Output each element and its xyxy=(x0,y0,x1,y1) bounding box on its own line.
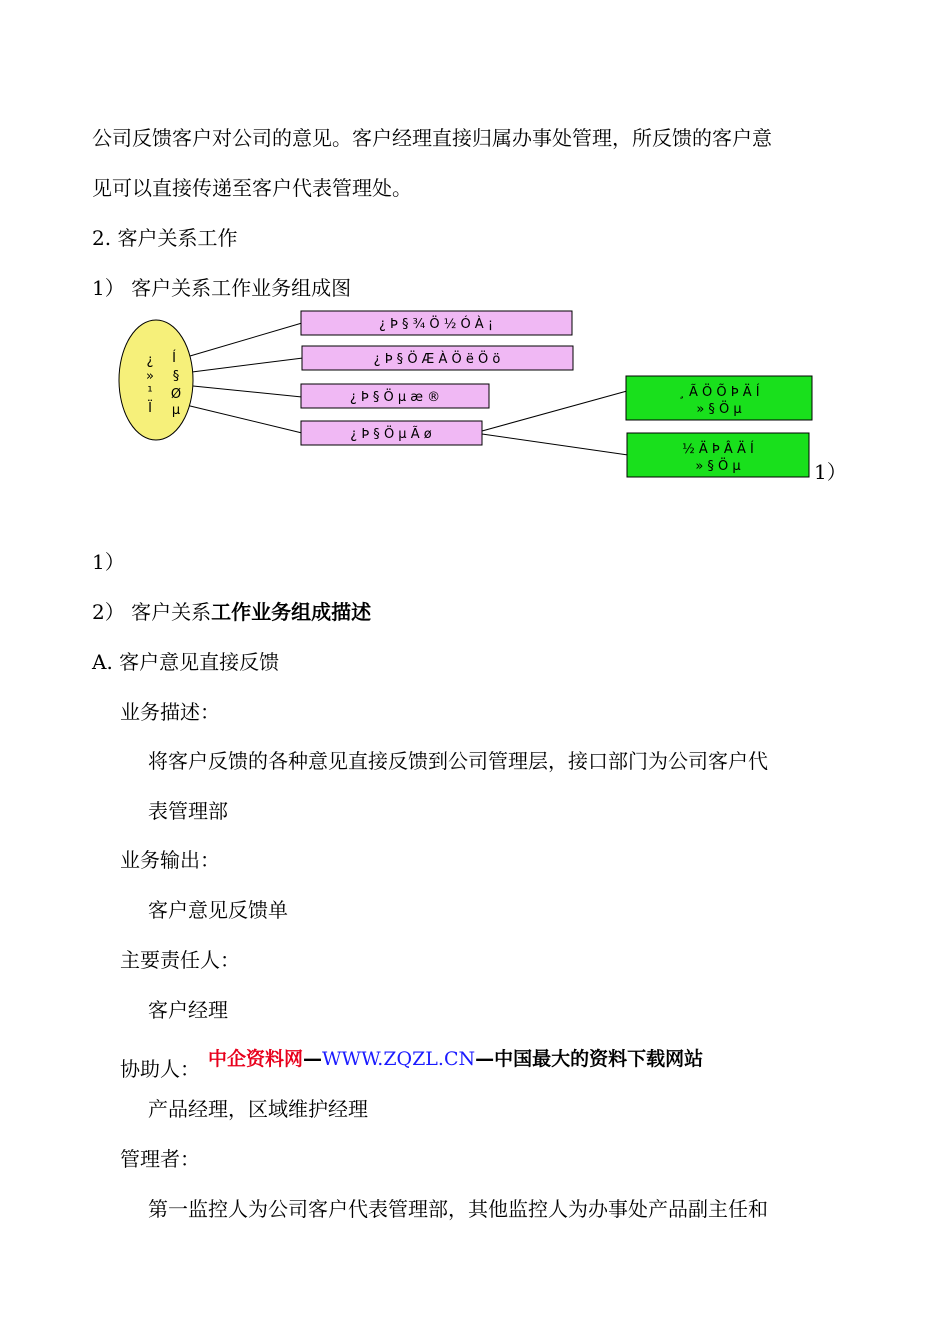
owner-label: 主要责任人： xyxy=(120,948,240,972)
watermark-url: WWW.ZQZL.CN xyxy=(322,1048,476,1070)
green-box-1-line-2: » § Ö µ xyxy=(696,402,742,417)
ellipse-glyph: » xyxy=(146,369,154,384)
stray-label: 1） xyxy=(92,550,125,574)
manager-label: 管理者： xyxy=(120,1147,200,1171)
ellipse-glyph: § xyxy=(172,369,180,384)
root-ellipse xyxy=(119,320,193,440)
ellipse-glyph: ¹ xyxy=(147,385,153,400)
sub-2-heading xyxy=(92,600,371,624)
desc-line-1: 将客户反馈的各种意见直接反馈到公司管理层，接口部门为公司客户代 xyxy=(148,749,768,773)
watermark-part-1: 中企资料网 xyxy=(208,1048,304,1070)
connector-line xyxy=(482,434,628,455)
diagram-side-label: 1） xyxy=(814,460,847,484)
ellipse-glyph: ¿ xyxy=(146,353,154,368)
connector-line xyxy=(192,358,303,372)
ellipse-glyph: Ï xyxy=(148,401,152,416)
sub-2-heading-plain: 2） 客户关系 xyxy=(92,600,212,624)
section-a-heading: A. 客户意见直接反馈 xyxy=(92,650,280,674)
desc-line-2: 表管理部 xyxy=(148,799,228,823)
output-label: 业务输出： xyxy=(120,848,220,872)
section-2-heading: 2. 客户关系工作 xyxy=(92,226,238,250)
watermark-part-3: 中国最大的资料下载网站 xyxy=(494,1048,704,1070)
connector-line xyxy=(186,405,302,433)
paragraph-line-2: 见可以直接传递至客户代表管理处。 xyxy=(92,176,412,200)
watermark-banner xyxy=(208,1044,703,1071)
watermark-dash-1: — xyxy=(303,1048,323,1070)
ellipse-glyph: Ø xyxy=(170,387,182,402)
manager-value: 第一监控人为公司客户代表管理部，其他监控人为办事处产品副主任和 xyxy=(148,1197,768,1221)
green-box-2-line-1: ½ Ä Þ Â Ä Í xyxy=(682,442,754,457)
pink-box-1-label: ¿ Þ § ¾ Ö ½ Ó À ¡ xyxy=(378,317,494,332)
connector-line xyxy=(482,391,627,431)
watermark-dash-2: — xyxy=(475,1048,495,1070)
connector-line xyxy=(193,386,302,397)
owner-value: 客户经理 xyxy=(148,998,228,1022)
assist-label: 协助人： xyxy=(120,1057,200,1081)
output-value: 客户意见反馈单 xyxy=(148,898,288,922)
green-box-1-line-1: ¸ Ã Ö Õ Þ Ä Í xyxy=(678,385,760,400)
business-composition-diagram xyxy=(0,0,950,520)
green-box-2-line-2: » § Ö µ xyxy=(695,459,741,474)
sub-2-heading-bold: 工作业务组成描述 xyxy=(211,600,372,624)
connector-line xyxy=(190,323,302,356)
assist-value: 产品经理，区域维护经理 xyxy=(148,1097,368,1121)
pink-box-3-label: ¿ Þ § Ö µ æ ® xyxy=(349,390,441,405)
ellipse-glyph: µ xyxy=(171,403,181,418)
desc-label: 业务描述： xyxy=(120,700,220,724)
paragraph-line-1: 公司反馈客户对公司的意见。客户经理直接归属办事处管理，所反馈的客户意 xyxy=(92,126,772,150)
pink-box-2-label: ¿ Þ § Ö Æ À Ö ë Ö ö xyxy=(373,352,501,367)
ellipse-glyph: Í xyxy=(172,351,176,366)
pink-box-4-label: ¿ Þ § Ö µ Ã ø xyxy=(350,427,432,442)
sub-1-heading: 1） 客户关系工作业务组成图 xyxy=(92,276,352,300)
